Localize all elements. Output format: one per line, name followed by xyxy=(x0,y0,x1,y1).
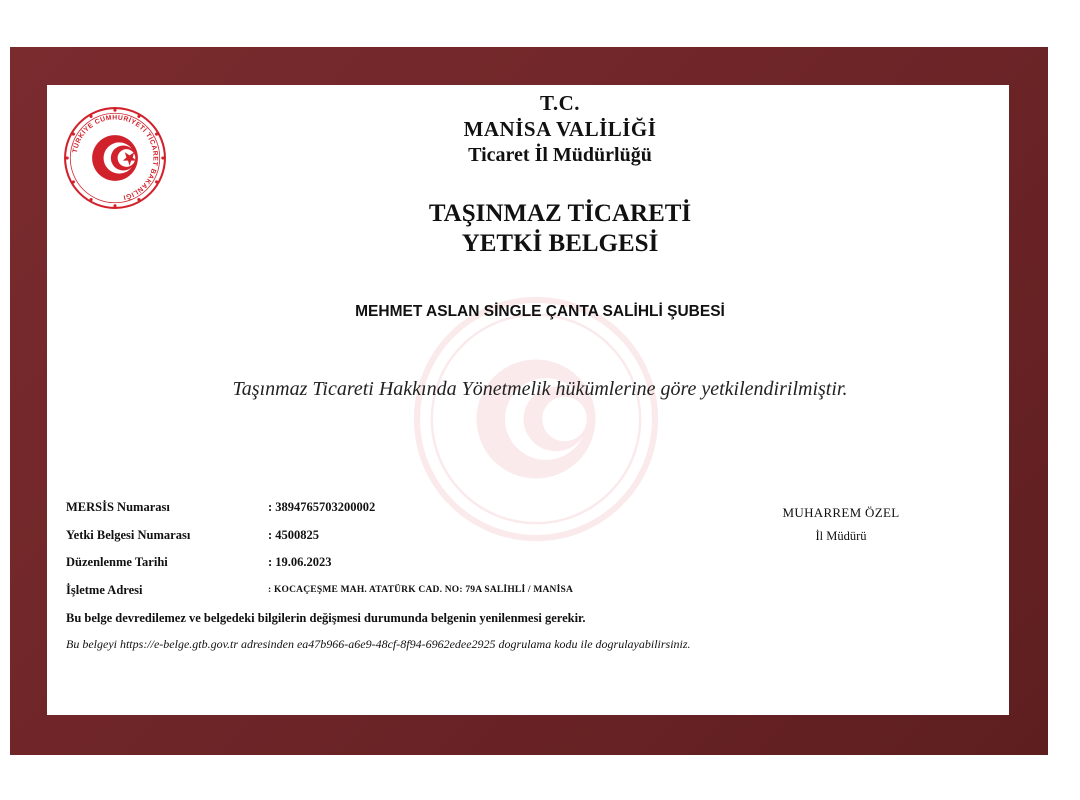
signatory-name: MUHARREM ÖZEL xyxy=(782,505,900,520)
header-mudurluk: Ticaret İl Müdürlüğü xyxy=(468,144,652,166)
authorization-number-value: : 4500825 xyxy=(268,528,320,542)
transfer-note: Bu belge devredilemez ve belgedeki bilgilerin değişmesi durumunda belgenin yenilenmesi gerekir. xyxy=(66,611,586,625)
issue-date-value: : 19.06.2023 xyxy=(268,555,332,569)
seal-text: TÜRKİYE CUMHURİYETİ TİCARET BAKANLIĞI xyxy=(71,114,159,201)
company-name: MEHMET ASLAN SİNGLE ÇANTA SALİHLİ ŞUBESİ xyxy=(355,303,725,320)
authorization-number-label: Yetki Belgesi Numarası xyxy=(66,528,191,542)
mersis-label: MERSİS Numarası xyxy=(66,500,170,514)
certificate-title-line1: TAŞINMAZ TİCARETİ xyxy=(428,200,692,227)
business-address-label: İşletme Adresi xyxy=(66,583,143,597)
mersis-value: : 3894765703200002 xyxy=(268,500,376,514)
header-tc: T.C. xyxy=(539,91,581,115)
seal-watermark xyxy=(412,295,660,543)
certificate-title-line2: YETKİ BELGESİ xyxy=(461,230,659,257)
signatory-title: İl Müdürü xyxy=(815,529,867,543)
business-address-value: : KOCAÇEŞME MAH. ATATÜRK CAD. NO: 79A SALİHLİ / MANİSA xyxy=(268,585,574,595)
authorization-statement: Taşınmaz Ticareti Hakkında Yönetmelik hükümlerine göre yetkilendirilmiştir. xyxy=(232,378,848,400)
header-valilik: MANİSA VALİLİĞİ xyxy=(463,117,657,141)
verification-note: Bu belgeyi https://e-belge.gtb.gov.tr adresinden ea47b966-a6e9-48cf-8f94-6962edee2925 dogrulama kodu ile dogrulayabilirsiniz. xyxy=(66,637,691,651)
issue-date-label: Düzenlenme Tarihi xyxy=(66,555,168,569)
ministry-seal-logo xyxy=(63,106,167,210)
